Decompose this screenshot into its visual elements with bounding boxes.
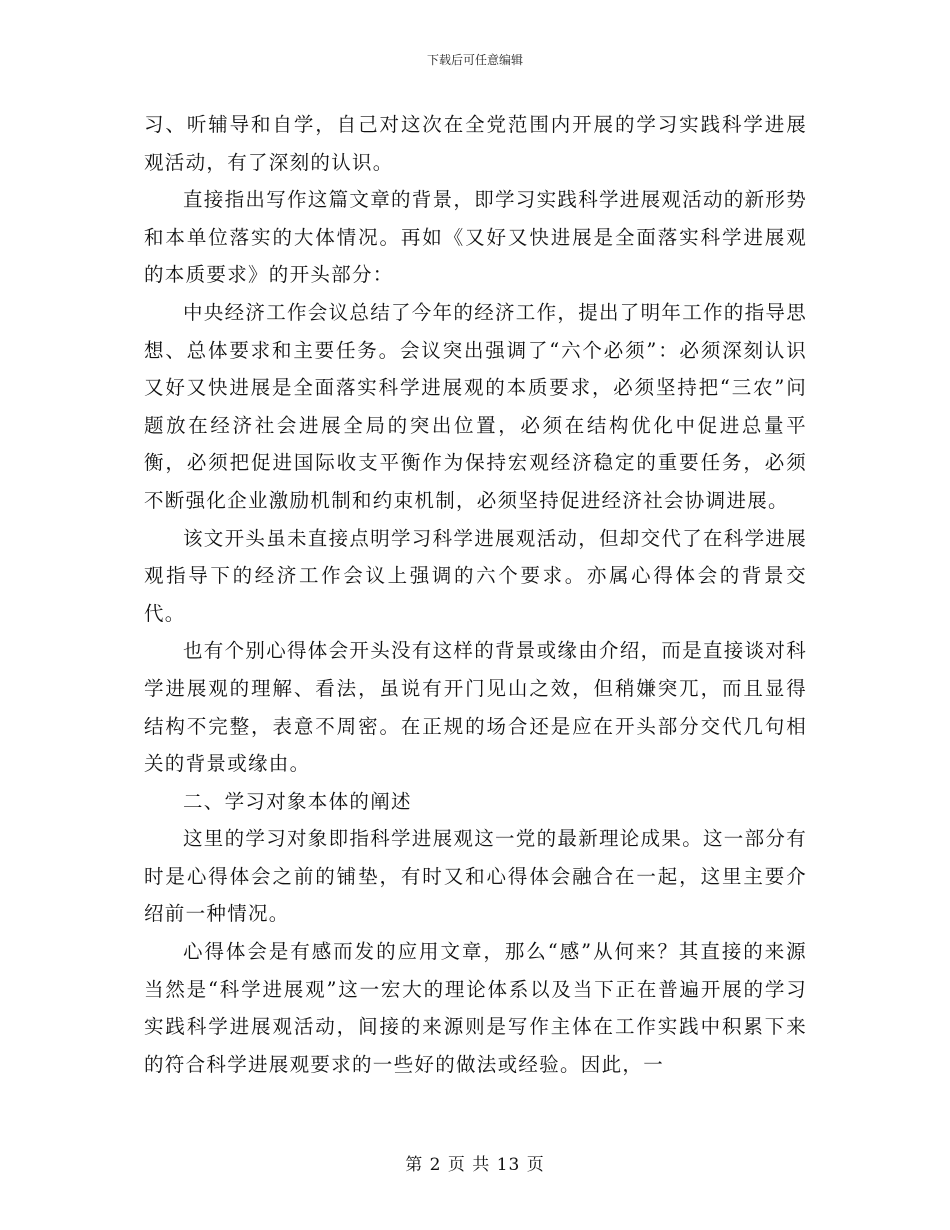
paragraph: 该文开头虽未直接点明学习科学进展观活动，但却交代了在科学进展观指导下的经济工作会议上强调的六个要求。亦属心得体会的背景交代。 [144, 526, 808, 625]
paragraph: 这里的学习对象即指科学进展观这一党的最新理论成果。这一部分有时是心得体会之前的铺垫，有时又和心得体会融合在一起，这里主要介绍前一种情况。 [144, 827, 808, 926]
paragraph: 心得体会是有感而发的应用文章，那么“感”从何来？其直接的来源当然是“科学进展观”这一宏大的理论体系以及当下正在普遍开展的学习实践科学进展观活动，间接的来源则是写作主体在工作实践中积累下来的符合科学进展观要求的一些好的做法或经验。因此，一 [144, 940, 807, 1076]
paragraph: 也有个别心得体会开头没有这样的背景或缘由介绍，而是直接谈对科学进展观的理解、看法，虽说有开门见山之效，但稍嫌突兀，而且显得结构不完整，表意不周密。在正规的场合还是应在开头部分交代几句相关的背景或缘由。 [144, 639, 808, 776]
paragraph-quote: 中央经济工作会议总结了今年的经济工作，提出了明年工作的指导思想、总体要求和主要任务。会议突出强调了“六个必须”：必须深刻认识又好又快进展是全面落实科学进展观的本质要求，必须坚持把“三农”问题放在经济社会进展全局的突出位置，必须在结构优化中促进总量平衡，必须把促进国际收支平衡作为保持宏观经济稳定的重要任务，必须不断强化企业激励机制和约束机制，必须坚持促进经济社会协调进展。 [144, 300, 808, 512]
section-heading: 二、学习对象本体的阐述 [183, 789, 412, 813]
page-number: 第 2 页 共 13 页 [405, 1155, 545, 1175]
page-header: 下载后可任意编辑 [426, 53, 523, 67]
document-body [144, 106, 807, 1083]
paragraph: 直接指出写作这篇文章的背景，即学习实践科学进展观活动的新形势和本单位落实的大体情况。再如《又好又快进展是全面落实科学进展观的本质要求》的开头部分： [144, 188, 808, 287]
paragraph-continued: 习、听辅导和自学，自己对这次在全党范围内开展的学习实践科学进展观活动，有了深刻的认识。 [144, 113, 807, 174]
